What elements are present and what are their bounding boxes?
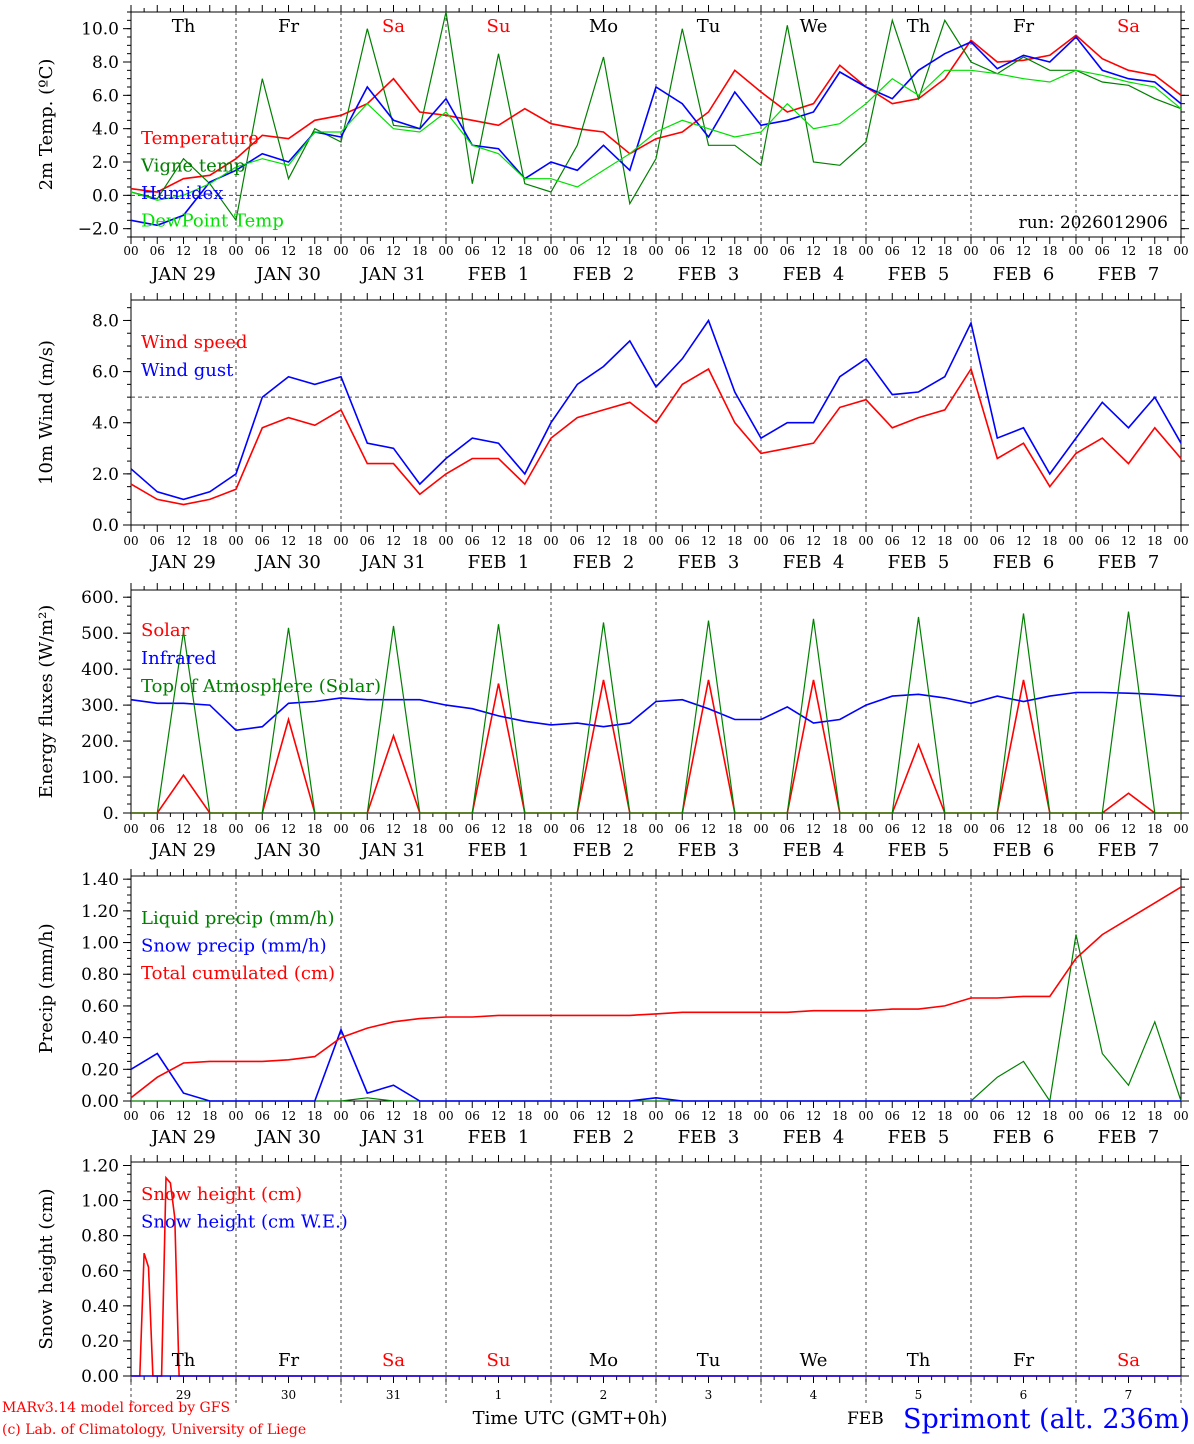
hour-tick-label: 12 xyxy=(805,534,822,548)
day-number-label: 1 xyxy=(494,1388,503,1402)
hour-tick-label: 12 xyxy=(1015,244,1032,258)
weekday-label: Tu xyxy=(696,1350,721,1371)
hour-tick-label: 12 xyxy=(175,1109,192,1123)
y-tick-label: 4.0 xyxy=(91,413,119,434)
y-axis-label: 10m Wind (m/s) xyxy=(36,340,57,485)
weekday-label: Fr xyxy=(1012,1350,1035,1371)
hour-tick-label: 06 xyxy=(569,244,585,258)
y-tick-label: 1.40 xyxy=(81,870,119,891)
hour-tick-label: 18 xyxy=(1042,1109,1058,1123)
hour-tick-label: 06 xyxy=(989,244,1005,258)
weekday-label: Th xyxy=(171,1350,196,1371)
hour-tick-label: 00 xyxy=(753,244,769,258)
hour-tick-label: 00 xyxy=(123,1109,139,1123)
y-tick-label: 10.0 xyxy=(81,19,119,40)
hour-tick-label: 06 xyxy=(779,534,795,548)
date-label: FEB 7 xyxy=(1097,264,1160,285)
hour-tick-label: 00 xyxy=(1068,534,1084,548)
y-tick-label: 0.0 xyxy=(91,186,119,207)
hour-tick-label: 06 xyxy=(674,822,690,836)
hour-tick-label: 06 xyxy=(674,1109,690,1123)
hour-tick-label: 06 xyxy=(989,822,1005,836)
hour-tick-label: 00 xyxy=(648,534,664,548)
y-tick-label: 0.60 xyxy=(81,1261,119,1282)
y-tick-label: 1.20 xyxy=(81,901,119,922)
y-tick-label: 300. xyxy=(81,696,119,717)
hour-tick-label: 12 xyxy=(1015,1109,1032,1123)
hour-tick-label: 06 xyxy=(569,822,585,836)
y-tick-label: 600. xyxy=(81,588,119,609)
hour-tick-label: 18 xyxy=(1042,534,1058,548)
date-label: JAN 29 xyxy=(151,840,216,861)
time-axis-label: Time UTC (GMT+0h) xyxy=(472,1408,668,1429)
hour-tick-label: 00 xyxy=(858,822,874,836)
date-label: FEB 6 xyxy=(992,840,1055,861)
hour-tick-label: 18 xyxy=(517,534,533,548)
hour-tick-label: 00 xyxy=(753,1109,769,1123)
hour-tick-label: 12 xyxy=(805,822,822,836)
date-label: FEB 7 xyxy=(1097,1127,1160,1148)
legend-entry: Snow height (cm W.E.) xyxy=(141,1211,348,1233)
date-label: FEB 7 xyxy=(1097,840,1160,861)
run-annotation: run: 2026012906 xyxy=(1018,213,1168,233)
hour-tick-label: 12 xyxy=(910,244,927,258)
weekday-label: Sa xyxy=(381,16,406,37)
hour-tick-label: 18 xyxy=(412,1109,428,1123)
y-tick-label: 0.40 xyxy=(81,1028,119,1049)
date-label: FEB 5 xyxy=(887,1127,950,1148)
y-tick-label: 200. xyxy=(81,732,119,753)
y-tick-label: 1.00 xyxy=(81,933,119,954)
day-number-label: 31 xyxy=(385,1388,402,1402)
hour-tick-label: 18 xyxy=(517,822,533,836)
date-label: FEB 3 xyxy=(677,1127,740,1148)
lab-credit: (c) Lab. of Climatology, University of Liege xyxy=(2,1422,307,1438)
hour-tick-label: 06 xyxy=(569,534,585,548)
hour-tick-label: 06 xyxy=(884,822,900,836)
hour-tick-label: 00 xyxy=(543,534,559,548)
date-label: FEB 4 xyxy=(782,1127,845,1148)
hour-tick-label: 12 xyxy=(910,534,927,548)
date-label: JAN 30 xyxy=(256,552,321,573)
hour-tick-label: 00 xyxy=(123,822,139,836)
hour-tick-label: 06 xyxy=(464,244,480,258)
hour-tick-label: 18 xyxy=(622,534,638,548)
hour-tick-label: 00 xyxy=(1173,1109,1189,1123)
hour-tick-label: 00 xyxy=(858,1109,874,1123)
day-number-label: 4 xyxy=(809,1388,818,1402)
panel-frame-1 xyxy=(131,12,1181,237)
hour-tick-label: 12 xyxy=(1015,534,1032,548)
hour-tick-label: 00 xyxy=(963,822,979,836)
date-label: FEB 4 xyxy=(782,840,845,861)
hour-tick-label: 12 xyxy=(385,534,402,548)
hour-tick-label: 06 xyxy=(779,1109,795,1123)
y-axis-label: Precip (mm/h) xyxy=(36,923,57,1054)
hour-tick-label: 18 xyxy=(727,1109,743,1123)
hour-tick-label: 12 xyxy=(700,822,717,836)
hour-tick-label: 18 xyxy=(832,822,848,836)
y-tick-label: 0.60 xyxy=(81,996,119,1017)
hour-tick-label: 00 xyxy=(543,822,559,836)
hour-tick-label: 18 xyxy=(1147,244,1163,258)
hour-tick-label: 06 xyxy=(359,244,375,258)
hour-tick-label: 00 xyxy=(1068,244,1084,258)
y-tick-label: 8.0 xyxy=(91,53,119,73)
hour-tick-label: 06 xyxy=(884,244,900,258)
hour-tick-label: 06 xyxy=(149,822,165,836)
hour-tick-label: 06 xyxy=(359,822,375,836)
hour-tick-label: 18 xyxy=(517,1109,533,1123)
hour-tick-label: 18 xyxy=(202,534,218,548)
hour-tick-label: 00 xyxy=(963,1109,979,1123)
weekday-label: Mo xyxy=(588,1350,619,1371)
hour-tick-label: 06 xyxy=(1094,534,1110,548)
hour-tick-label: 06 xyxy=(254,244,270,258)
y-tick-label: −2.0 xyxy=(77,219,119,240)
station-name: Sprimont (alt. 236m) xyxy=(903,1404,1190,1435)
hour-tick-label: 00 xyxy=(963,244,979,258)
hour-tick-label: 00 xyxy=(333,822,349,836)
weekday-label: Su xyxy=(486,16,511,37)
date-label: FEB 5 xyxy=(887,840,950,861)
day-number-label: 2 xyxy=(599,1388,608,1402)
hour-tick-label: 06 xyxy=(779,822,795,836)
legend-entry: DewPoint Temp xyxy=(141,210,284,232)
date-label: JAN 30 xyxy=(256,264,321,285)
hour-tick-label: 12 xyxy=(280,822,297,836)
date-label: JAN 31 xyxy=(361,552,426,573)
y-tick-label: 2.0 xyxy=(91,153,119,173)
hour-tick-label: 18 xyxy=(727,534,743,548)
hour-tick-label: 00 xyxy=(228,244,244,258)
weekday-label: Th xyxy=(906,1350,931,1371)
hour-tick-label: 12 xyxy=(805,1109,822,1123)
hour-tick-label: 00 xyxy=(963,534,979,548)
panel-frame-2 xyxy=(131,300,1181,525)
hour-tick-label: 06 xyxy=(569,1109,585,1123)
weekday-label: Fr xyxy=(277,16,300,37)
date-label: FEB 2 xyxy=(572,264,635,285)
hour-tick-label: 06 xyxy=(674,534,690,548)
hour-tick-label: 06 xyxy=(1094,244,1110,258)
date-label: JAN 31 xyxy=(361,264,426,285)
hour-tick-label: 18 xyxy=(202,822,218,836)
weekday-label: We xyxy=(799,16,828,37)
weekday-label: Sa xyxy=(1116,1350,1141,1371)
hour-tick-label: 18 xyxy=(727,822,743,836)
hour-tick-label: 12 xyxy=(490,244,507,258)
date-label: FEB 3 xyxy=(677,840,740,861)
hour-tick-label: 06 xyxy=(779,244,795,258)
hour-tick-label: 06 xyxy=(989,534,1005,548)
hour-tick-label: 00 xyxy=(1068,822,1084,836)
weekday-label: Fr xyxy=(1012,16,1035,37)
day-number-label: 30 xyxy=(280,1388,297,1402)
date-label: FEB 1 xyxy=(467,264,530,285)
hour-tick-label: 12 xyxy=(175,822,192,836)
hour-tick-label: 18 xyxy=(412,534,428,548)
hour-tick-label: 18 xyxy=(307,534,323,548)
y-tick-label: 0.20 xyxy=(81,1331,119,1352)
hour-tick-label: 00 xyxy=(123,534,139,548)
hour-tick-label: 06 xyxy=(359,1109,375,1123)
hour-tick-label: 18 xyxy=(832,244,848,258)
hour-tick-label: 18 xyxy=(412,244,428,258)
y-tick-label: 4.0 xyxy=(91,119,119,140)
hour-tick-label: 12 xyxy=(1120,1109,1137,1123)
hour-tick-label: 12 xyxy=(1120,534,1137,548)
day-number-label: 6 xyxy=(1019,1388,1028,1402)
hour-tick-label: 12 xyxy=(490,534,507,548)
day-number-label: 5 xyxy=(914,1388,923,1402)
hour-tick-label: 00 xyxy=(753,822,769,836)
hour-tick-label: 12 xyxy=(280,1109,297,1123)
date-label: FEB 5 xyxy=(887,552,950,573)
date-label: FEB 3 xyxy=(677,552,740,573)
y-tick-label: 0.80 xyxy=(81,1226,119,1247)
hour-tick-label: 12 xyxy=(910,822,927,836)
y-tick-label: 2.0 xyxy=(91,464,119,485)
hour-tick-label: 18 xyxy=(832,534,848,548)
legend-entry: Total cumulated (cm) xyxy=(141,963,336,984)
date-label: FEB 4 xyxy=(782,264,845,285)
y-tick-label: 1.20 xyxy=(81,1156,119,1177)
hour-tick-label: 18 xyxy=(937,244,953,258)
hour-tick-label: 00 xyxy=(648,822,664,836)
weekday-label: Su xyxy=(486,1350,511,1371)
legend-entry: Vigne temp xyxy=(141,155,246,177)
day-number-label: 7 xyxy=(1124,1388,1133,1402)
hour-tick-label: 00 xyxy=(333,534,349,548)
date-label: FEB 4 xyxy=(782,552,845,573)
date-label: FEB 1 xyxy=(467,552,530,573)
date-label: JAN 29 xyxy=(151,264,216,285)
hour-tick-label: 00 xyxy=(228,1109,244,1123)
hour-tick-label: 12 xyxy=(1120,822,1137,836)
weekday-label: We xyxy=(799,1350,828,1371)
hour-tick-label: 00 xyxy=(333,244,349,258)
hour-tick-label: 00 xyxy=(1068,1109,1084,1123)
series-line-humidex xyxy=(131,37,1181,225)
hour-tick-label: 12 xyxy=(805,244,822,258)
hour-tick-label: 00 xyxy=(543,244,559,258)
hour-tick-label: 18 xyxy=(937,1109,953,1123)
legend-entry: Snow precip (mm/h) xyxy=(141,935,327,957)
hour-tick-label: 18 xyxy=(1147,534,1163,548)
hour-tick-label: 12 xyxy=(1015,822,1032,836)
hour-tick-label: 06 xyxy=(254,534,270,548)
hour-tick-label: 18 xyxy=(622,822,638,836)
y-axis-label: 2m Temp. (ºC) xyxy=(36,58,57,191)
date-label: FEB 6 xyxy=(992,1127,1055,1148)
hour-tick-label: 12 xyxy=(490,1109,507,1123)
legend-entry: Infrared xyxy=(141,648,217,669)
date-label: FEB 2 xyxy=(572,552,635,573)
y-tick-label: 400. xyxy=(81,660,119,681)
hour-tick-label: 12 xyxy=(175,244,192,258)
date-label: FEB 6 xyxy=(992,552,1055,573)
hour-tick-label: 00 xyxy=(858,244,874,258)
hour-tick-label: 00 xyxy=(438,1109,454,1123)
hour-tick-label: 18 xyxy=(832,1109,848,1123)
date-label: JAN 29 xyxy=(151,1127,216,1148)
hour-tick-label: 00 xyxy=(333,1109,349,1123)
y-tick-label: 0.0 xyxy=(91,516,119,536)
legend-entry: Liquid precip (mm/h) xyxy=(141,908,335,929)
hour-tick-label: 00 xyxy=(753,534,769,548)
date-label: JAN 29 xyxy=(151,552,216,573)
hour-tick-label: 18 xyxy=(1042,244,1058,258)
y-axis-label: Snow height (cm) xyxy=(36,1188,57,1350)
hour-tick-label: 12 xyxy=(175,534,192,548)
hour-tick-label: 00 xyxy=(123,244,139,258)
hour-tick-label: 06 xyxy=(464,1109,480,1123)
month-marker: FEB xyxy=(847,1409,884,1429)
hour-tick-label: 18 xyxy=(937,534,953,548)
date-label: FEB 6 xyxy=(992,264,1055,285)
hour-tick-label: 00 xyxy=(228,822,244,836)
hour-tick-label: 06 xyxy=(989,1109,1005,1123)
hour-tick-label: 18 xyxy=(202,244,218,258)
y-tick-label: 0.20 xyxy=(81,1060,119,1081)
y-tick-label: 6.0 xyxy=(91,86,119,107)
hour-tick-label: 06 xyxy=(1094,1109,1110,1123)
legend-entry: Top of Atmosphere (Solar) xyxy=(141,676,382,697)
y-tick-label: 100. xyxy=(81,768,119,789)
hour-tick-label: 12 xyxy=(700,1109,717,1123)
weekday-label: Tu xyxy=(696,16,721,37)
hour-tick-label: 00 xyxy=(543,1109,559,1123)
hour-tick-label: 18 xyxy=(412,822,428,836)
hour-tick-label: 06 xyxy=(674,244,690,258)
date-label: FEB 2 xyxy=(572,1127,635,1148)
y-tick-label: 0. xyxy=(102,804,119,824)
weekday-label: Fr xyxy=(277,1350,300,1371)
weekday-label: Mo xyxy=(588,16,619,37)
weekday-label: Sa xyxy=(381,1350,406,1371)
hour-tick-label: 18 xyxy=(307,244,323,258)
hour-tick-label: 12 xyxy=(910,1109,927,1123)
y-tick-label: 0.00 xyxy=(81,1367,119,1387)
hour-tick-label: 06 xyxy=(1094,822,1110,836)
date-label: JAN 31 xyxy=(361,840,426,861)
date-label: FEB 3 xyxy=(677,264,740,285)
legend-entry: Temperature xyxy=(141,128,259,149)
hour-tick-label: 18 xyxy=(1147,822,1163,836)
hour-tick-label: 18 xyxy=(1042,822,1058,836)
date-label: FEB 5 xyxy=(887,264,950,285)
hour-tick-label: 00 xyxy=(438,244,454,258)
hour-tick-label: 18 xyxy=(937,822,953,836)
hour-tick-label: 12 xyxy=(385,1109,402,1123)
hour-tick-label: 18 xyxy=(622,1109,638,1123)
hour-tick-label: 18 xyxy=(727,244,743,258)
hour-tick-label: 18 xyxy=(517,244,533,258)
hour-tick-label: 00 xyxy=(648,244,664,258)
hour-tick-label: 18 xyxy=(1147,1109,1163,1123)
hour-tick-label: 06 xyxy=(149,244,165,258)
y-tick-label: 0.80 xyxy=(81,965,119,986)
hour-tick-label: 06 xyxy=(884,1109,900,1123)
day-number-label: 3 xyxy=(704,1388,713,1402)
hour-tick-label: 06 xyxy=(359,534,375,548)
day-number-label: 29 xyxy=(175,1388,192,1402)
y-tick-label: 1.00 xyxy=(81,1191,119,1212)
hour-tick-label: 00 xyxy=(1173,244,1189,258)
legend-entry: Wind speed xyxy=(141,332,248,353)
date-label: FEB 2 xyxy=(572,840,635,861)
date-label: JAN 30 xyxy=(256,1127,321,1148)
weekday-label: Th xyxy=(171,16,196,37)
legend-entry: Wind gust xyxy=(141,360,234,381)
hour-tick-label: 18 xyxy=(307,1109,323,1123)
date-label: JAN 31 xyxy=(361,1127,426,1148)
date-label: JAN 30 xyxy=(256,840,321,861)
weekday-label: Sa xyxy=(1116,16,1141,37)
weekday-label: Th xyxy=(906,16,931,37)
hour-tick-label: 12 xyxy=(385,244,402,258)
y-tick-label: 0.40 xyxy=(81,1296,119,1317)
hour-tick-label: 12 xyxy=(385,822,402,836)
hour-tick-label: 12 xyxy=(595,1109,612,1123)
hour-tick-label: 06 xyxy=(149,1109,165,1123)
legend-entry: Humidex xyxy=(141,183,224,204)
hour-tick-label: 00 xyxy=(438,822,454,836)
hour-tick-label: 12 xyxy=(595,534,612,548)
hour-tick-label: 06 xyxy=(254,822,270,836)
hour-tick-label: 12 xyxy=(595,822,612,836)
y-tick-label: 500. xyxy=(81,624,119,645)
hour-tick-label: 00 xyxy=(438,534,454,548)
hour-tick-label: 06 xyxy=(149,534,165,548)
hour-tick-label: 00 xyxy=(228,534,244,548)
hour-tick-label: 12 xyxy=(490,822,507,836)
legend-entry: Snow height (cm) xyxy=(141,1184,303,1205)
hour-tick-label: 00 xyxy=(1173,822,1189,836)
y-tick-label: 8.0 xyxy=(91,311,119,332)
model-credit: MARv3.14 model forced by GFS xyxy=(2,1400,231,1416)
hour-tick-label: 18 xyxy=(307,822,323,836)
hour-tick-label: 00 xyxy=(1173,534,1189,548)
hour-tick-label: 12 xyxy=(595,244,612,258)
date-label: FEB 7 xyxy=(1097,552,1160,573)
hour-tick-label: 00 xyxy=(648,1109,664,1123)
y-tick-label: 6.0 xyxy=(91,362,119,383)
hour-tick-label: 18 xyxy=(202,1109,218,1123)
hour-tick-label: 06 xyxy=(254,1109,270,1123)
date-label: FEB 1 xyxy=(467,1127,530,1148)
date-label: FEB 1 xyxy=(467,840,530,861)
y-tick-label: 0.00 xyxy=(81,1092,119,1112)
hour-tick-label: 12 xyxy=(280,534,297,548)
series-line-wind-speed xyxy=(131,369,1181,505)
hour-tick-label: 06 xyxy=(464,534,480,548)
hour-tick-label: 12 xyxy=(280,244,297,258)
hour-tick-label: 06 xyxy=(464,822,480,836)
hour-tick-label: 12 xyxy=(700,534,717,548)
hour-tick-label: 12 xyxy=(1120,244,1137,258)
hour-tick-label: 18 xyxy=(622,244,638,258)
hour-tick-label: 12 xyxy=(700,244,717,258)
legend-entry: Solar xyxy=(141,620,190,641)
hour-tick-label: 00 xyxy=(858,534,874,548)
y-axis-label: Energy fluxes (W/m²) xyxy=(36,604,57,799)
hour-tick-label: 06 xyxy=(884,534,900,548)
